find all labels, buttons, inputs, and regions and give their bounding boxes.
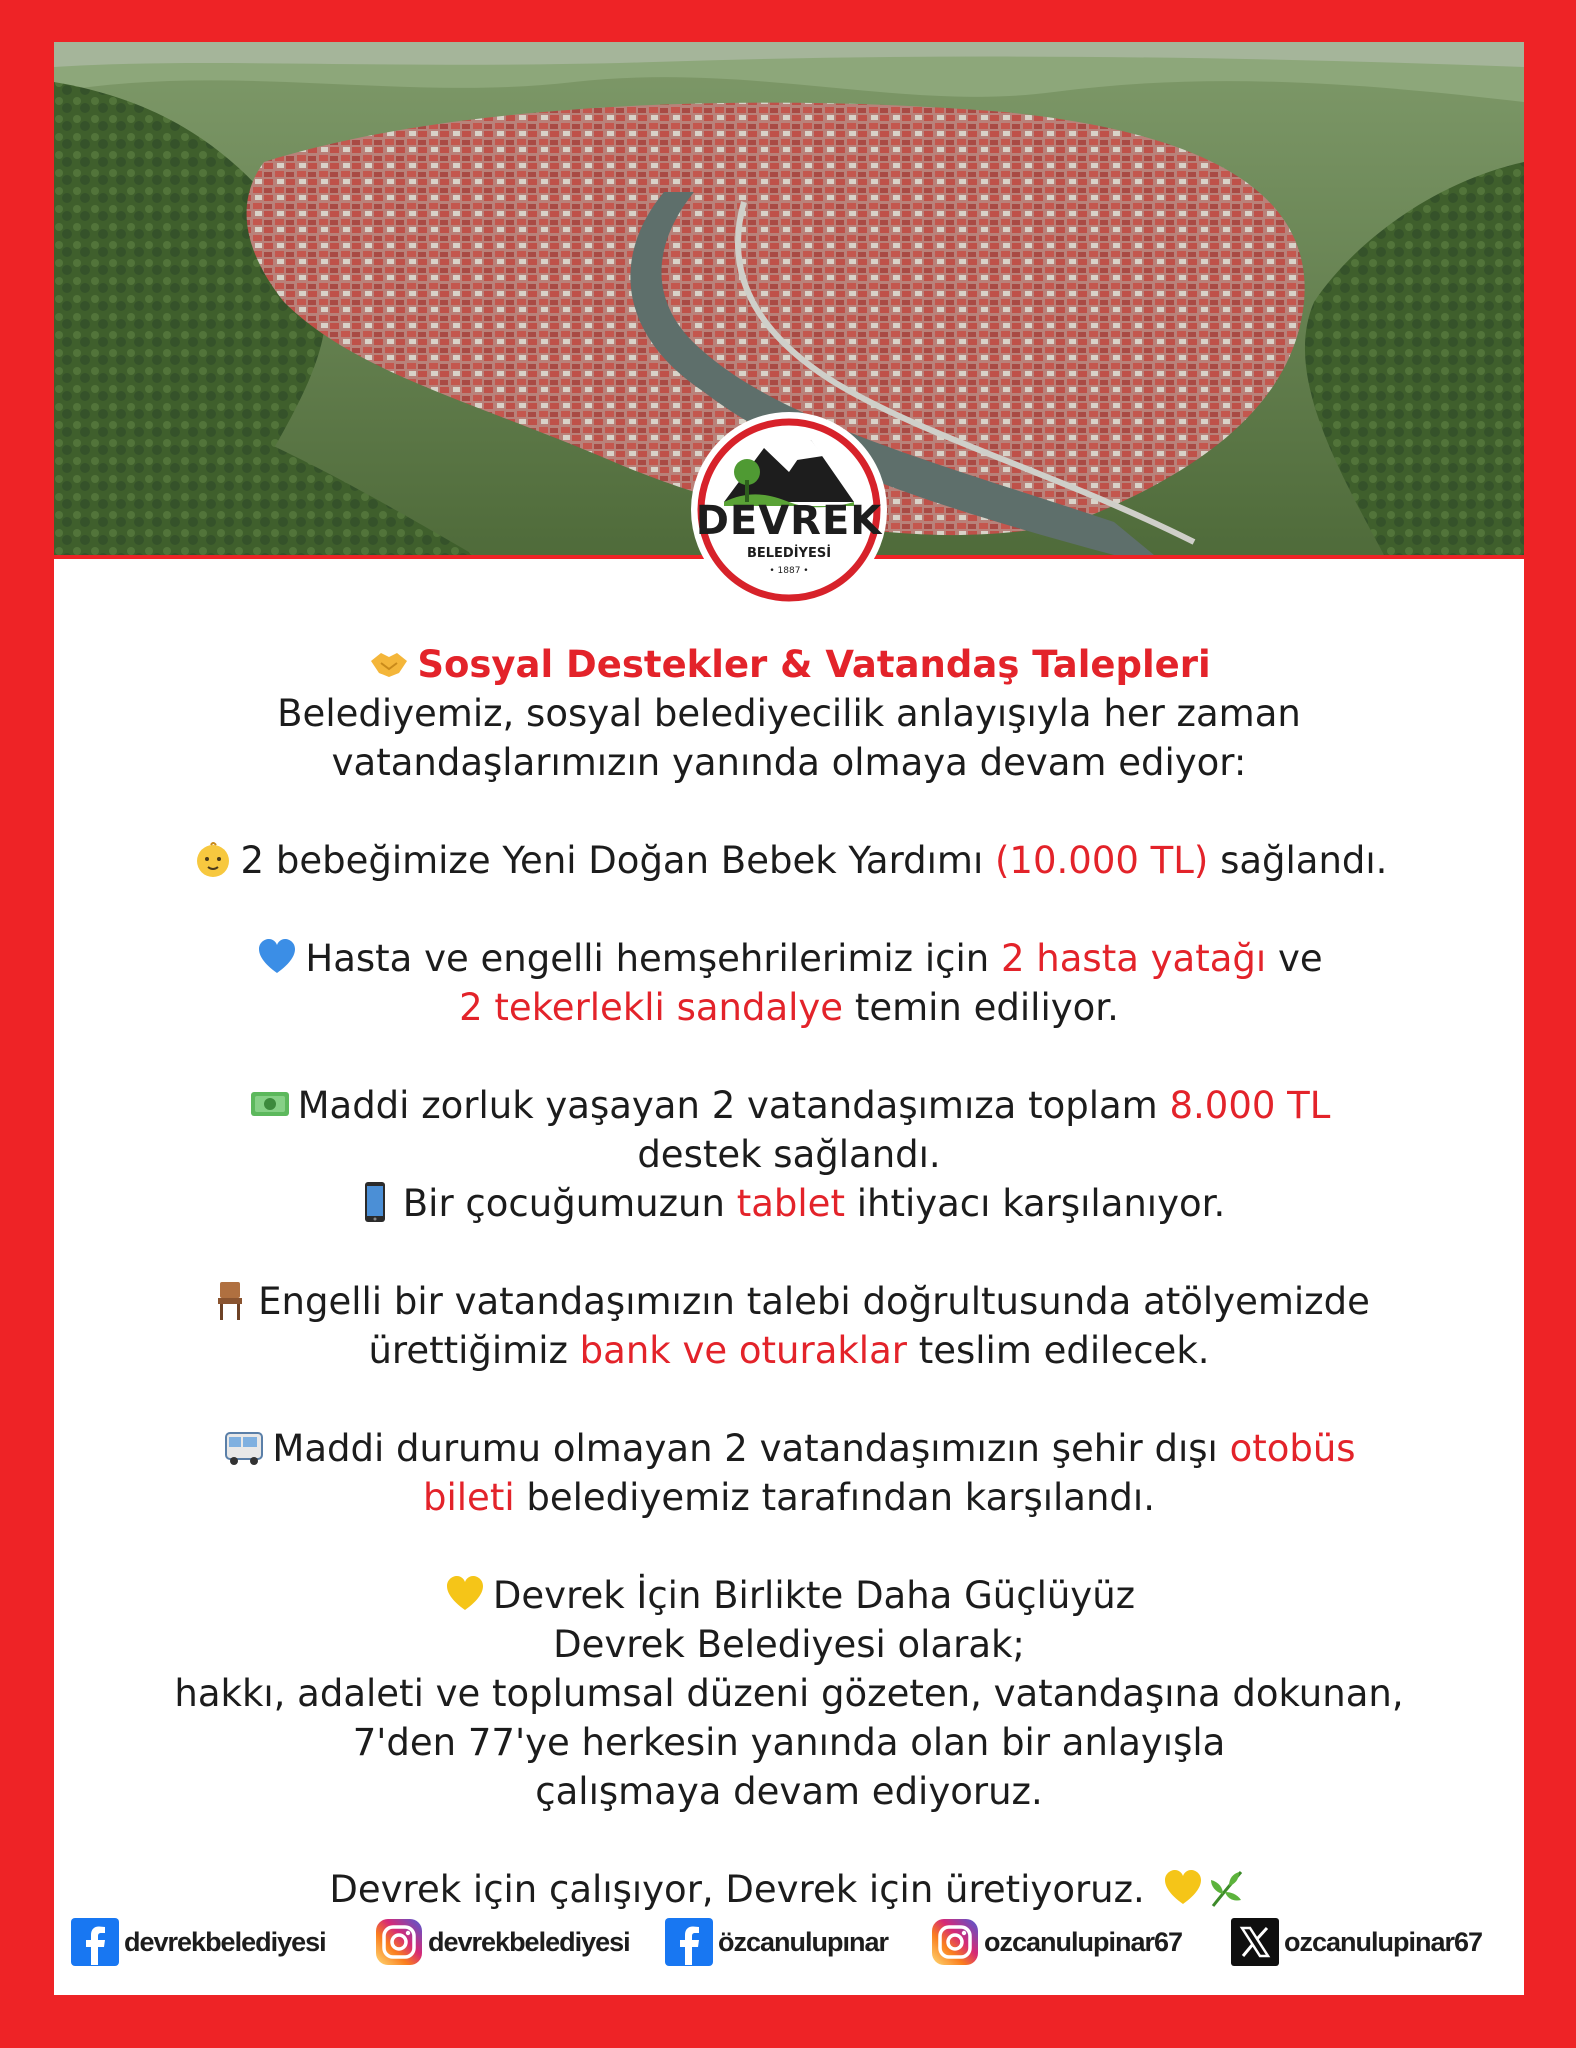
slogan: Devrek için çalışıyor, Devrek için üretiyoruz.	[54, 1865, 1524, 1914]
post-text	[54, 640, 1524, 1914]
instagram-icon	[930, 1917, 980, 1967]
facebook-icon	[664, 1917, 714, 1967]
closing-line: çalışmaya devam ediyoruz.	[535, 1770, 1043, 1813]
social-link-x-ozcan[interactable]: ozcanulupinar67	[1230, 1914, 1482, 1970]
logo-wordmark: DEVREK	[695, 498, 883, 544]
social-link-instagram-devrek[interactable]: devrekbelediyesi	[374, 1914, 630, 1970]
bench-highlight: bank ve oturaklar	[579, 1329, 907, 1372]
post-card	[54, 42, 1524, 1995]
bench-aid-item: Engelli bir vatandaşımızın talebi doğrultusunda atölyemizde	[54, 1277, 1524, 1326]
logo-subtitle: BELEDİYESİ	[746, 546, 832, 561]
social-link-instagram-ozcan[interactable]: ozcanulupinar67	[930, 1914, 1182, 1970]
social-link-facebook-devrek[interactable]: devrekbelediyesi	[70, 1914, 326, 1970]
baby-aid-amount: (10.000 TL)	[995, 839, 1209, 882]
instagram-icon	[374, 1917, 424, 1967]
financial-aid-amount: 8.000 TL	[1169, 1084, 1331, 1127]
post-title: Sosyal Destekler & Vatandaş Talepleri	[417, 643, 1211, 686]
tablet-highlight: tablet	[736, 1182, 845, 1225]
social-link-facebook-ozcan[interactable]: özcanulupınar	[664, 1914, 888, 1970]
bench-aid-item-cont: ürettiğimiz bank ve oturaklar teslim edilecek.	[368, 1329, 1210, 1372]
x-icon	[1230, 1917, 1280, 1967]
bus-ticket-item-cont: bileti belediyemiz tarafından karşılandı.	[423, 1476, 1155, 1519]
chair-icon	[208, 1278, 252, 1322]
closing-line: hakkı, adaleti ve toplumsal düzeni gözeten, vatandaşına dokunan,	[174, 1672, 1404, 1715]
mobile-phone-icon	[353, 1180, 397, 1224]
devrek-municipality-logo	[689, 410, 889, 610]
yellow-heart-icon	[443, 1572, 487, 1616]
bus-icon	[222, 1425, 266, 1469]
bus-ticket-item: Maddi durumu olmayan 2 vatandaşımızın şehir dışı otobüs	[54, 1424, 1524, 1473]
closing-line: Devrek Belediyesi olarak;	[553, 1623, 1025, 1666]
logo-year: • 1887 •	[769, 566, 809, 576]
baby-aid-item: 2 bebeğimize Yeni Doğan Bebek Yardımı (10.000 TL) sağlandı.	[54, 836, 1524, 885]
financial-aid-item-cont: destek sağlandı.	[637, 1133, 941, 1176]
ticket-highlight: bileti	[423, 1476, 515, 1519]
social-links	[54, 1914, 1524, 1974]
post-title-line	[54, 640, 1524, 689]
hospital-bed-count: 2 hasta yatağı	[1001, 937, 1267, 980]
blue-heart-icon	[255, 935, 299, 979]
handshake-icon	[367, 641, 411, 685]
herb-icon	[1205, 1866, 1249, 1910]
patient-aid-item-cont: 2 tekerlekli sandalye temin ediliyor.	[459, 986, 1119, 1029]
closing-line: 7'den 77'ye herkesin yanında olan bir anlayışla	[352, 1721, 1226, 1764]
patient-aid-item: Hasta ve engelli hemşehrilerimiz için 2 hasta yatağı ve	[54, 934, 1524, 983]
financial-aid-item: Maddi zorluk yaşayan 2 vatandaşımıza toplam 8.000 TL	[54, 1081, 1524, 1130]
baby-emoji-icon	[191, 837, 235, 881]
closing-heading: Devrek İçin Birlikte Daha Güçlüyüz	[54, 1571, 1524, 1620]
intro-line: vatandaşlarımızın yanında olmaya devam ediyor:	[331, 741, 1247, 784]
banknote-icon	[248, 1082, 292, 1126]
intro-line: Belediyemiz, sosyal belediyecilik anlayışıyla her zaman	[277, 692, 1301, 735]
wheelchair-count: 2 tekerlekli sandalye	[459, 986, 844, 1029]
facebook-icon	[70, 1917, 120, 1967]
yellow-heart-icon	[1161, 1866, 1205, 1910]
bus-highlight: otobüs	[1229, 1427, 1356, 1470]
tablet-aid-item: Bir çocuğumuzun tablet ihtiyacı karşılanıyor.	[54, 1179, 1524, 1228]
